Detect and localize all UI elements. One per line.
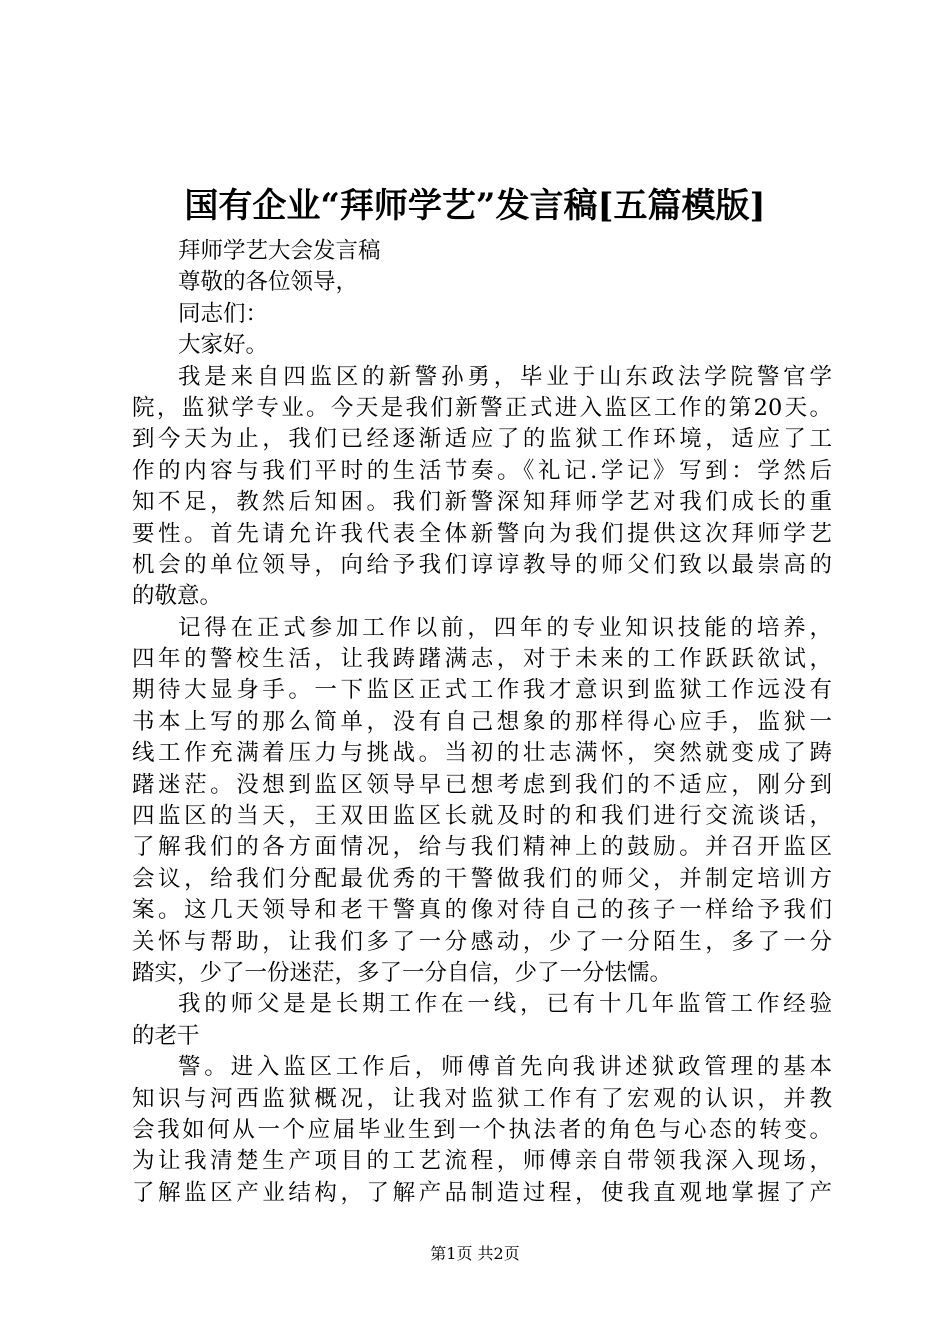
text-line: 的敬意。 <box>132 583 223 610</box>
text-line: 四年的警校生活，让我踌躇满志，对于未来的工作跃跃欲试， <box>132 646 832 673</box>
text-line: 踏实，少了一份迷茫，多了一分自信，少了一分怯懦。 <box>132 959 673 986</box>
text-line: 同志们： <box>178 300 269 327</box>
text-line: 关怀与帮助，让我们多了一分感动，少了一分陌生，多了一分 <box>132 928 832 955</box>
text-line: 的老干 <box>132 1022 200 1049</box>
text-line: 躇迷茫。没想到监区领导早已想考虑到我们的不适应，刚分到 <box>132 771 832 798</box>
text-line: 为让我清楚生产项目的工艺流程，师傅亲自带领我深入现场， <box>132 1148 832 1175</box>
text-line: 尊敬的各位领导， <box>178 269 359 296</box>
text-line: 拜师学艺大会发言稿 <box>178 238 381 264</box>
text-line: 了解我们的各方面情况，给与我们精神上的鼓励。并召开监区 <box>132 834 832 861</box>
text-line: 大家好。 <box>178 332 269 359</box>
text-line: 警。进入监区工作后，师傅首先向我讲述狱政管理的基本 <box>178 1054 832 1081</box>
text-line: 要性。首先请允许我代表全体新警向为我们提供这次拜师学艺 <box>132 520 832 547</box>
text-line: 作的内容与我们平时的生活节奏。《礼记.学记》写到：学然后 <box>132 457 832 484</box>
page-footer: 第1页 共2页 <box>430 1244 520 1263</box>
document-body <box>132 236 832 1209</box>
text-line: 四监区的当天，王双田监区长就及时的和我们进行交流谈话， <box>132 803 832 830</box>
text-line: 机会的单位领导，向给予我们谆谆教导的师父们致以最崇高的 <box>132 551 832 578</box>
text-line: 案。这几天领导和老干警真的像对待自己的孩子一样给予我们 <box>132 897 832 924</box>
text-line: 院，监狱学专业。今天是我们新警正式进入监区工作的第20天。 <box>132 394 832 421</box>
text-line: 会我如何从一个应届毕业生到一个执法者的角色与心态的转变。 <box>132 1116 832 1143</box>
text-line: 记得在正式参加工作以前，四年的专业知识技能的培养， <box>178 614 832 641</box>
text-line: 到今天为止，我们已经逐渐适应了的监狱工作环境，适应了工 <box>132 426 832 453</box>
text-line: 会议，给我们分配最优秀的干警做我们的师父，并制定培训方 <box>132 865 832 892</box>
text-line: 我是来自四监区的新警孙勇，毕业于山东政法学院警官学 <box>178 363 832 390</box>
text-line: 期待大显身手。一下监区正式工作我才意识到监狱工作远没有 <box>132 677 832 704</box>
text-line: 知识与河西监狱概况，让我对监狱工作有了宏观的认识，并教 <box>132 1085 832 1112</box>
text-line: 知不足，教然后知困。我们新警深知拜师学艺对我们成长的重 <box>132 489 832 516</box>
document-title: 国有企业“拜师学艺”发言稿[五篇模版] <box>184 186 766 226</box>
text-line: 书本上写的那么简单，没有自己想象的那样得心应手，监狱一 <box>132 708 832 735</box>
text-line: 线工作充满着压力与挑战。当初的壮志满怀，突然就变成了踌 <box>132 740 832 767</box>
text-line: 我的师父是是长期工作在一线，已有十几年监管工作经验 <box>178 991 832 1018</box>
text-line: 了解监区产业结构，了解产品制造过程，使我直观地掌握了产 <box>132 1179 832 1206</box>
